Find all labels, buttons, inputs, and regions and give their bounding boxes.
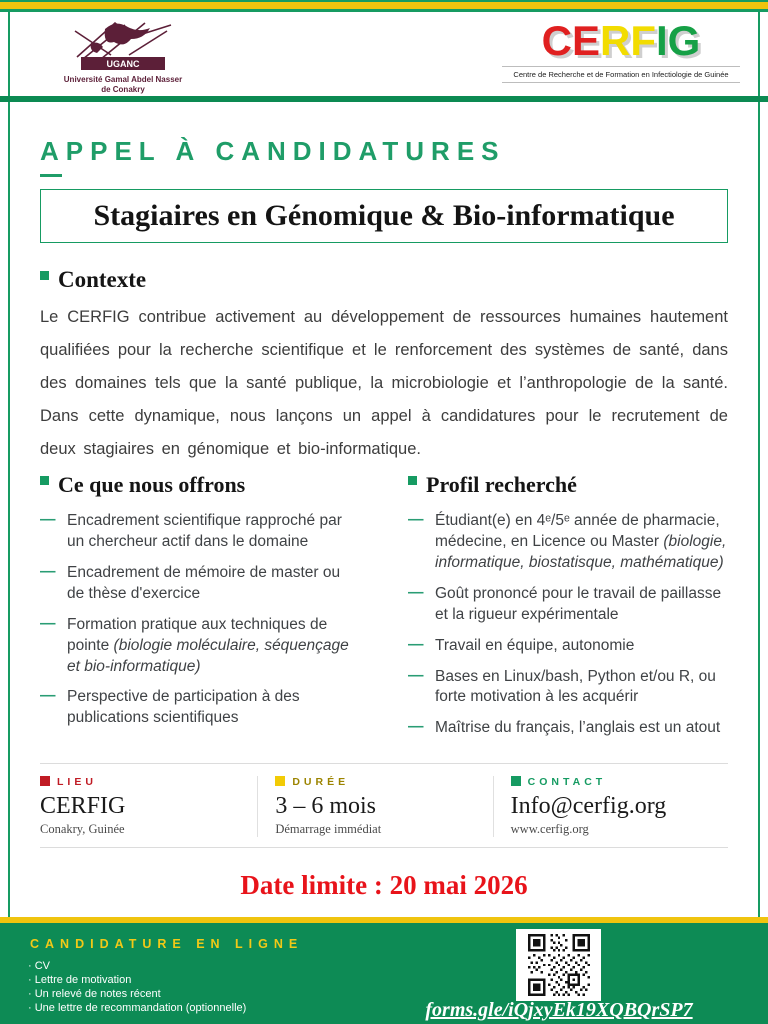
list-item-text: Encadrement de mémoire de master ou de thèse d'exercice <box>67 563 341 602</box>
lieu-value: CERFIG <box>40 793 126 820</box>
list-item-text: Formation pratique aux techniques de pointe <box>67 615 328 654</box>
square-bullet-icon <box>275 776 285 786</box>
footer <box>0 917 768 1024</box>
list-item <box>408 511 728 574</box>
square-bullet-icon <box>511 776 521 786</box>
uganc-emblem-graphic <box>71 17 175 73</box>
list-item <box>40 615 360 678</box>
list-item: · Lettre de motivation <box>28 973 246 987</box>
application-form-link[interactable]: forms.gle/iQjxyEk19XQBQrSP7 <box>425 999 693 1021</box>
list-item-italic: (biologie, informatique, biostatisque, mathématique) <box>435 532 727 571</box>
cerfig-letter: C <box>541 17 572 64</box>
qr-code-box <box>516 929 601 1001</box>
list-item-italic: (biologie moléculaire, séquençage et bio-informatique) <box>67 636 349 675</box>
duree-value: 3 – 6 mois <box>275 793 377 820</box>
lieu-sub: Conakry, Guinée <box>40 822 125 837</box>
context-heading-label: Contexte <box>58 267 147 292</box>
appel-kicker: APPEL À CANDIDATURES <box>40 136 506 166</box>
info-row <box>40 763 728 848</box>
info-duree <box>257 776 492 837</box>
list-item: · Un relevé de notes récent <box>28 987 246 1001</box>
uganc-name <box>58 75 188 95</box>
profile-heading <box>408 472 728 498</box>
list-item <box>40 563 360 605</box>
list-item-text: Goût prononcé pour le travail de paillasse et la rigueur expérimentale <box>435 584 722 623</box>
cerfig-letter: F <box>630 17 656 64</box>
uganc-name-line2: de Conakry <box>101 85 145 94</box>
square-bullet-icon <box>40 476 49 485</box>
qr-code <box>528 934 590 996</box>
job-title: Stagiaires en Génomique & Bio-informatique <box>93 199 675 232</box>
footer-heading: CANDIDATURE EN LIGNE <box>30 937 304 951</box>
list-item: · CV <box>28 959 246 973</box>
contact-email[interactable]: Info@cerfig.org <box>510 793 667 820</box>
lieu-label <box>40 776 257 788</box>
context-heading <box>40 267 728 293</box>
contact-website[interactable]: www.cerfig.org <box>510 822 589 837</box>
list-item <box>408 636 728 657</box>
application-requirements-list <box>28 959 246 1015</box>
cerfig-wordmark <box>502 17 740 64</box>
offers-heading-label: Ce que nous offrons <box>58 472 246 497</box>
list-item: · Une lettre de recommandation (optionnelle) <box>28 1001 246 1015</box>
square-bullet-icon <box>40 271 49 280</box>
info-contact <box>493 776 728 837</box>
header <box>10 14 758 96</box>
list-item <box>408 667 728 709</box>
main-content <box>10 102 758 917</box>
cerfig-letter: E <box>571 17 600 64</box>
list-item-text: Étudiant(e) en 4ᵉ/5ᵉ année de pharmacie, médecine, en Licence ou Master <box>435 512 720 550</box>
info-lieu <box>40 776 257 837</box>
profile-column <box>408 472 728 749</box>
list-item <box>40 687 360 729</box>
square-bullet-icon <box>408 476 417 485</box>
duree-label-text: DURÉE <box>292 776 350 789</box>
job-title-box <box>40 189 728 243</box>
contact-label-text: CONTACT <box>527 776 607 789</box>
profile-list <box>408 511 728 739</box>
cerfig-subtitle: Centre de Recherche et de Formation en Infectiologie de Guinée <box>502 66 740 83</box>
cerfig-letter: G <box>667 17 701 64</box>
two-column-section <box>40 472 728 749</box>
cerfig-letter: R <box>600 17 631 64</box>
duree-sub: Démarrage immédiat <box>275 822 382 837</box>
svg-text:UGANC: UGANC <box>106 59 140 69</box>
top-accent-band <box>0 0 768 12</box>
list-item-text: Maîtrise du français, l’anglais est un atout <box>435 719 721 737</box>
offers-column <box>40 472 360 749</box>
square-bullet-icon <box>40 776 50 786</box>
lieu-label-text: LIEU <box>57 776 97 789</box>
list-item <box>408 584 728 626</box>
uganc-logo <box>58 17 188 95</box>
list-item <box>40 511 360 553</box>
duree-label <box>275 776 492 788</box>
deadline-text: Date limite : 20 mai 2026 <box>240 870 528 901</box>
profile-heading-label: Profil recherché <box>426 472 577 497</box>
cerfig-logo <box>502 17 740 83</box>
offers-list <box>40 511 360 729</box>
kicker-underline <box>40 174 62 177</box>
contact-label <box>511 776 728 788</box>
list-item-text: Travail en équipe, autonomie <box>435 636 635 654</box>
list-item <box>408 718 728 739</box>
uganc-emblem <box>71 17 175 73</box>
list-item-text: Perspective de participation à des publications scientifiques <box>67 688 300 727</box>
cerfig-letter: I <box>656 17 668 64</box>
list-item-text: Bases en Linux/bash, Python et/ou R, ou forte motivation à les acquérir <box>435 667 716 706</box>
uganc-name-line1: Université Gamal Abdel Nasser <box>63 75 183 84</box>
context-paragraph: Le CERFIG contribue activement au développement de ressources humaines hautement qualifiées pour la recherche scientifique et le renforcement des systèmes de santé, dans des domaines tels que la santé publique, la microbiologie et l’anthropologie de la santé. Dans cette dynamique, nous lançons un appel à candidatures pour le recrutement de deux stagiaires en génomique et bio-informatique. <box>40 308 728 458</box>
list-item-text: Encadrement scientifique rapproché par un chercheur actif dans le domaine <box>67 512 342 550</box>
offers-heading <box>40 472 360 498</box>
